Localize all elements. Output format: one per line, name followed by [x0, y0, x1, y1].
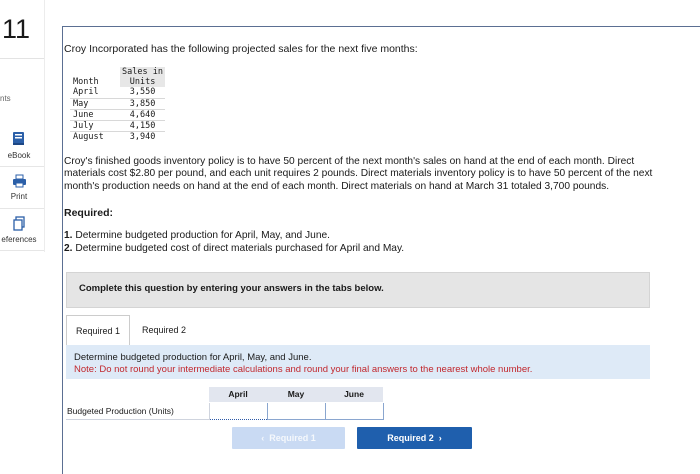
policy-line: month's production needs on hand at the end of each month. Direct materials on hand at March 31 totaled 3,700 pounds.: [64, 180, 610, 192]
answer-cell-may: [267, 402, 325, 419]
question-number: 11: [2, 14, 31, 44]
instruction-bar: [66, 272, 650, 308]
answer-col-may: May: [267, 387, 325, 402]
task-note: Note: Do not round your intermediate calculations and round your final answers to the nearest whole number.: [74, 364, 533, 375]
tab-required-2[interactable]: Required 2: [133, 315, 195, 345]
sales-table-header-units: Sales in: [120, 67, 166, 77]
table-row: [70, 109, 165, 120]
required-item-text: Determine budgeted production for April, May, and June.: [72, 230, 330, 241]
answer-cell-april: [209, 402, 267, 419]
sidebar-separator: [0, 208, 44, 209]
sales-units: 3,550: [129, 87, 156, 98]
references-button[interactable]: [0, 216, 38, 244]
april-production-input[interactable]: [210, 403, 267, 418]
required-item-number: 1.: [64, 230, 73, 241]
required-item-text: Determine budgeted cost of direct materials purchased for April and May.: [72, 243, 405, 254]
next-tab-button[interactable]: [357, 427, 472, 449]
chevron-right-icon: ›: [433, 433, 442, 443]
sales-month: April: [73, 87, 99, 98]
chevron-left-icon: ‹: [261, 433, 270, 443]
sales-table-header-month: Month: [70, 67, 120, 87]
sales-units: 4,640: [120, 109, 166, 120]
sidebar-separator: [0, 250, 44, 251]
table-row: [70, 121, 165, 132]
sales-month: July: [70, 121, 120, 132]
sales-table-header-units-line2: Units: [120, 77, 166, 87]
ebook-label: eBook: [7, 151, 31, 160]
sidebar-border: [44, 0, 45, 252]
prev-tab-label: Required 1: [269, 433, 316, 443]
instruction-text: Complete this question by entering your answers in the tabs below.: [79, 283, 384, 294]
required-heading: Required:: [64, 207, 114, 219]
problem-intro: Croy Incorporated has the following projected sales for the next five months:: [64, 43, 418, 55]
sales-units: 3,850: [120, 98, 166, 109]
answer-col-june: June: [325, 387, 383, 402]
references-icon: [0, 216, 38, 233]
print-label: Print: [10, 192, 28, 201]
sales-month: August: [70, 132, 120, 143]
policy-line: materials cost $2.80 per pound, and each unit requires 2 pounds. Direct materials inventory policy is to have 50 percent of the next: [64, 168, 653, 180]
answer-row-label: Budgeted Production (Units): [66, 402, 209, 419]
required-item: [64, 230, 330, 241]
sidebar-divider: [0, 58, 44, 59]
table-row: [70, 132, 165, 143]
sales-units: 4,150: [120, 121, 166, 132]
task-panel: [66, 345, 650, 379]
ebook-button[interactable]: [0, 131, 38, 160]
sales-table: [70, 67, 165, 142]
table-row: [70, 98, 165, 109]
tab-required-1[interactable]: Required 1: [66, 315, 130, 345]
answer-col-april: April: [209, 387, 267, 402]
prev-tab-button[interactable]: [232, 427, 345, 449]
sidebar-separator: [0, 166, 44, 167]
policy-text: [64, 156, 700, 193]
required-item-number: 2.: [64, 243, 73, 254]
references-label: eferences: [1, 235, 37, 244]
task-description: Determine budgeted production for April, May, and June.: [74, 352, 312, 363]
may-production-input[interactable]: [268, 403, 325, 418]
required-item: [64, 243, 404, 254]
table-row: [66, 402, 383, 419]
answer-table-corner: [66, 387, 209, 402]
sales-month: May: [70, 98, 120, 109]
answer-cell-june: [325, 402, 383, 419]
print-icon: [0, 174, 38, 190]
june-production-input[interactable]: [326, 403, 383, 418]
table-row: [70, 87, 165, 98]
print-button[interactable]: [0, 174, 38, 201]
sales-month: June: [70, 109, 120, 120]
next-tab-label: Required 2: [387, 433, 434, 443]
sales-units: 3,940: [120, 132, 166, 143]
points-label: nts: [0, 94, 11, 103]
policy-line: Croy's finished goods inventory policy is to have 50 percent of the next month's sales on hand at the end of each month. Direct: [64, 156, 635, 167]
answer-table: [66, 387, 384, 420]
ebook-icon: [0, 131, 38, 149]
